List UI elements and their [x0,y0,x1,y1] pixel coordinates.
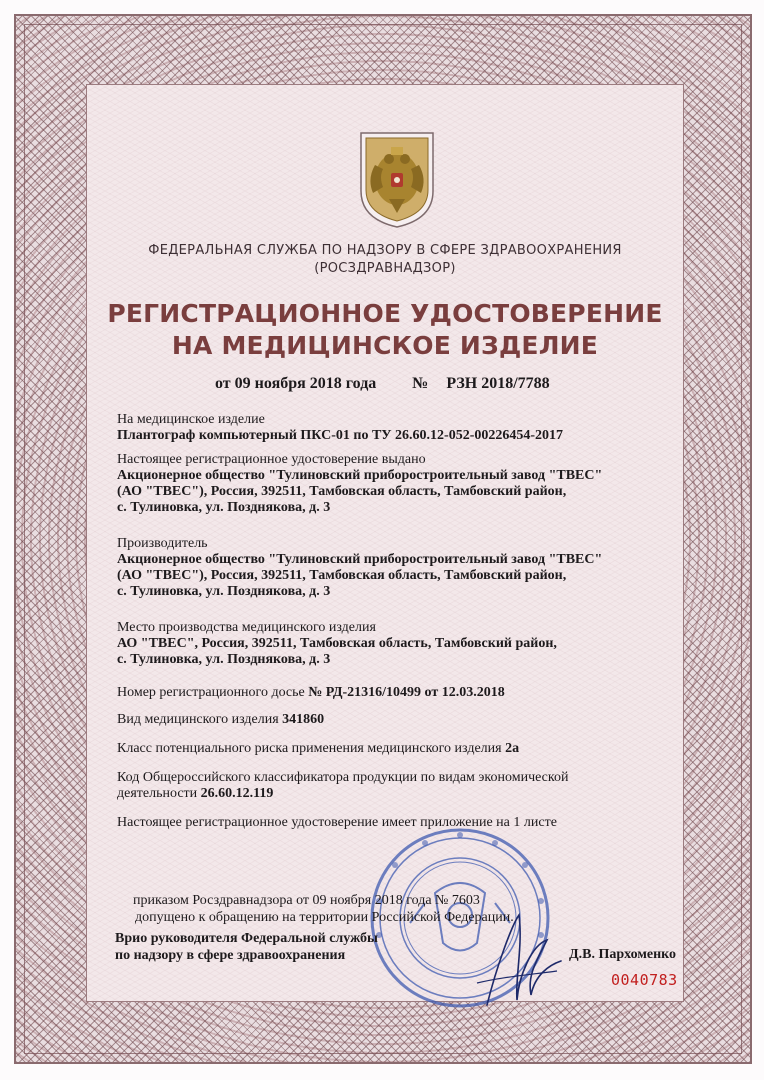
certificate-date: 09 ноября 2018 года [234,375,377,392]
certificate-body [86,84,684,1002]
number-sign: № [412,375,429,392]
certificate-number: РЗН 2018/7788 [446,375,550,392]
dossier-label: Номер регистрационного досье [117,685,305,700]
device-label: На медицинское изделие [117,412,265,427]
manufacturer-line: Акционерное общество "Тулиновский приборостроительный завод "ТВЕС" [117,552,603,567]
order-line: допущено к обращению на территории Российской Федерации. [135,910,514,925]
issued-to-line: Акционерное общество "Тулиновский приборостроительный завод "ТВЕС" [117,468,603,483]
issued-to-line: (АО "ТВЕС"), Россия, 392511, Тамбовская область, Тамбовский район, [117,484,567,499]
manufacturer-line: (АО "ТВЕС"), Россия, 392511, Тамбовская область, Тамбовский район, [117,568,567,583]
manufacturer-label: Производитель [117,536,208,551]
certificate-title: РЕГИСТРАЦИОННОЕ УДОСТОВЕРЕНИЕ [107,299,663,328]
device-kind-value: 341860 [282,712,325,727]
risk-class-value: 2а [505,741,520,756]
production-place-line: АО "ТВЕС", Россия, 392511, Тамбовская область, Тамбовский район, [117,636,557,651]
issued-to-line: с. Тулиновка, ул. Позднякова, д. 3 [117,500,331,515]
date-prefix: от [215,375,231,392]
device-kind-label: Вид медицинского изделия [117,712,279,727]
risk-class-section [117,741,663,757]
device-kind-section [117,712,663,728]
issued-to-section [117,452,663,516]
signer-title [115,930,378,964]
order-note [133,892,514,926]
issued-to-label: Настоящее регистрационное удостоверение выдано [117,452,426,467]
device-name: Плантограф компьютерный ПКС-01 по ТУ 26.60.12-052-00226454-2017 [117,428,564,443]
manufacturer-line: с. Тулиновка, ул. Позднякова, д. 3 [117,584,331,599]
certificate-subtitle: НА МЕДИЦИНСКОЕ ИЗДЕЛИЕ [171,331,599,360]
risk-class-label: Класс потенциального риска применения медицинского изделия [117,741,502,756]
production-place-line: с. Тулиновка, ул. Позднякова, д. 3 [117,652,331,667]
dossier-value: № РД-21316/10499 от 12.03.2018 [308,685,505,700]
serial-number: 0040783 [611,971,678,989]
agency-abbreviation: (РОСЗДРАВНАДЗОР) [314,261,456,276]
production-place-label: Место производства медицинского изделия [117,620,376,635]
okpd-code-value: 26.60.12.119 [200,786,274,801]
coat-of-arms-icon [357,129,437,229]
appendix-note: Настоящее регистрационное удостоверение имеет приложение на 1 листе [117,815,557,830]
dossier-section [117,685,663,701]
signer-title-line: по надзору в сфере здравоохранения [115,948,346,963]
device-section [117,412,663,444]
ornamental-border [14,14,752,1064]
okpd-code-section [117,770,663,802]
certificate-date-number [215,375,550,393]
agency-name: ФЕДЕРАЛЬНАЯ СЛУЖБА ПО НАДЗОРУ В СФЕРЕ ЗДРАВООХРАНЕНИЯ [148,243,622,258]
okpd-code-label: Код Общероссийского классификатора продукции по видам экономической [117,770,569,785]
production-place-section [117,620,663,668]
order-line: приказом Росздравнадзора от 09 ноября 2018 года № 7603 [133,893,480,908]
okpd-code-label-cont: деятельности [117,786,198,801]
manufacturer-section [117,536,663,600]
signer-name: Д.В. Пархоменко [569,947,677,962]
signer-title-line: Врио руководителя Федеральной службы [115,931,378,946]
